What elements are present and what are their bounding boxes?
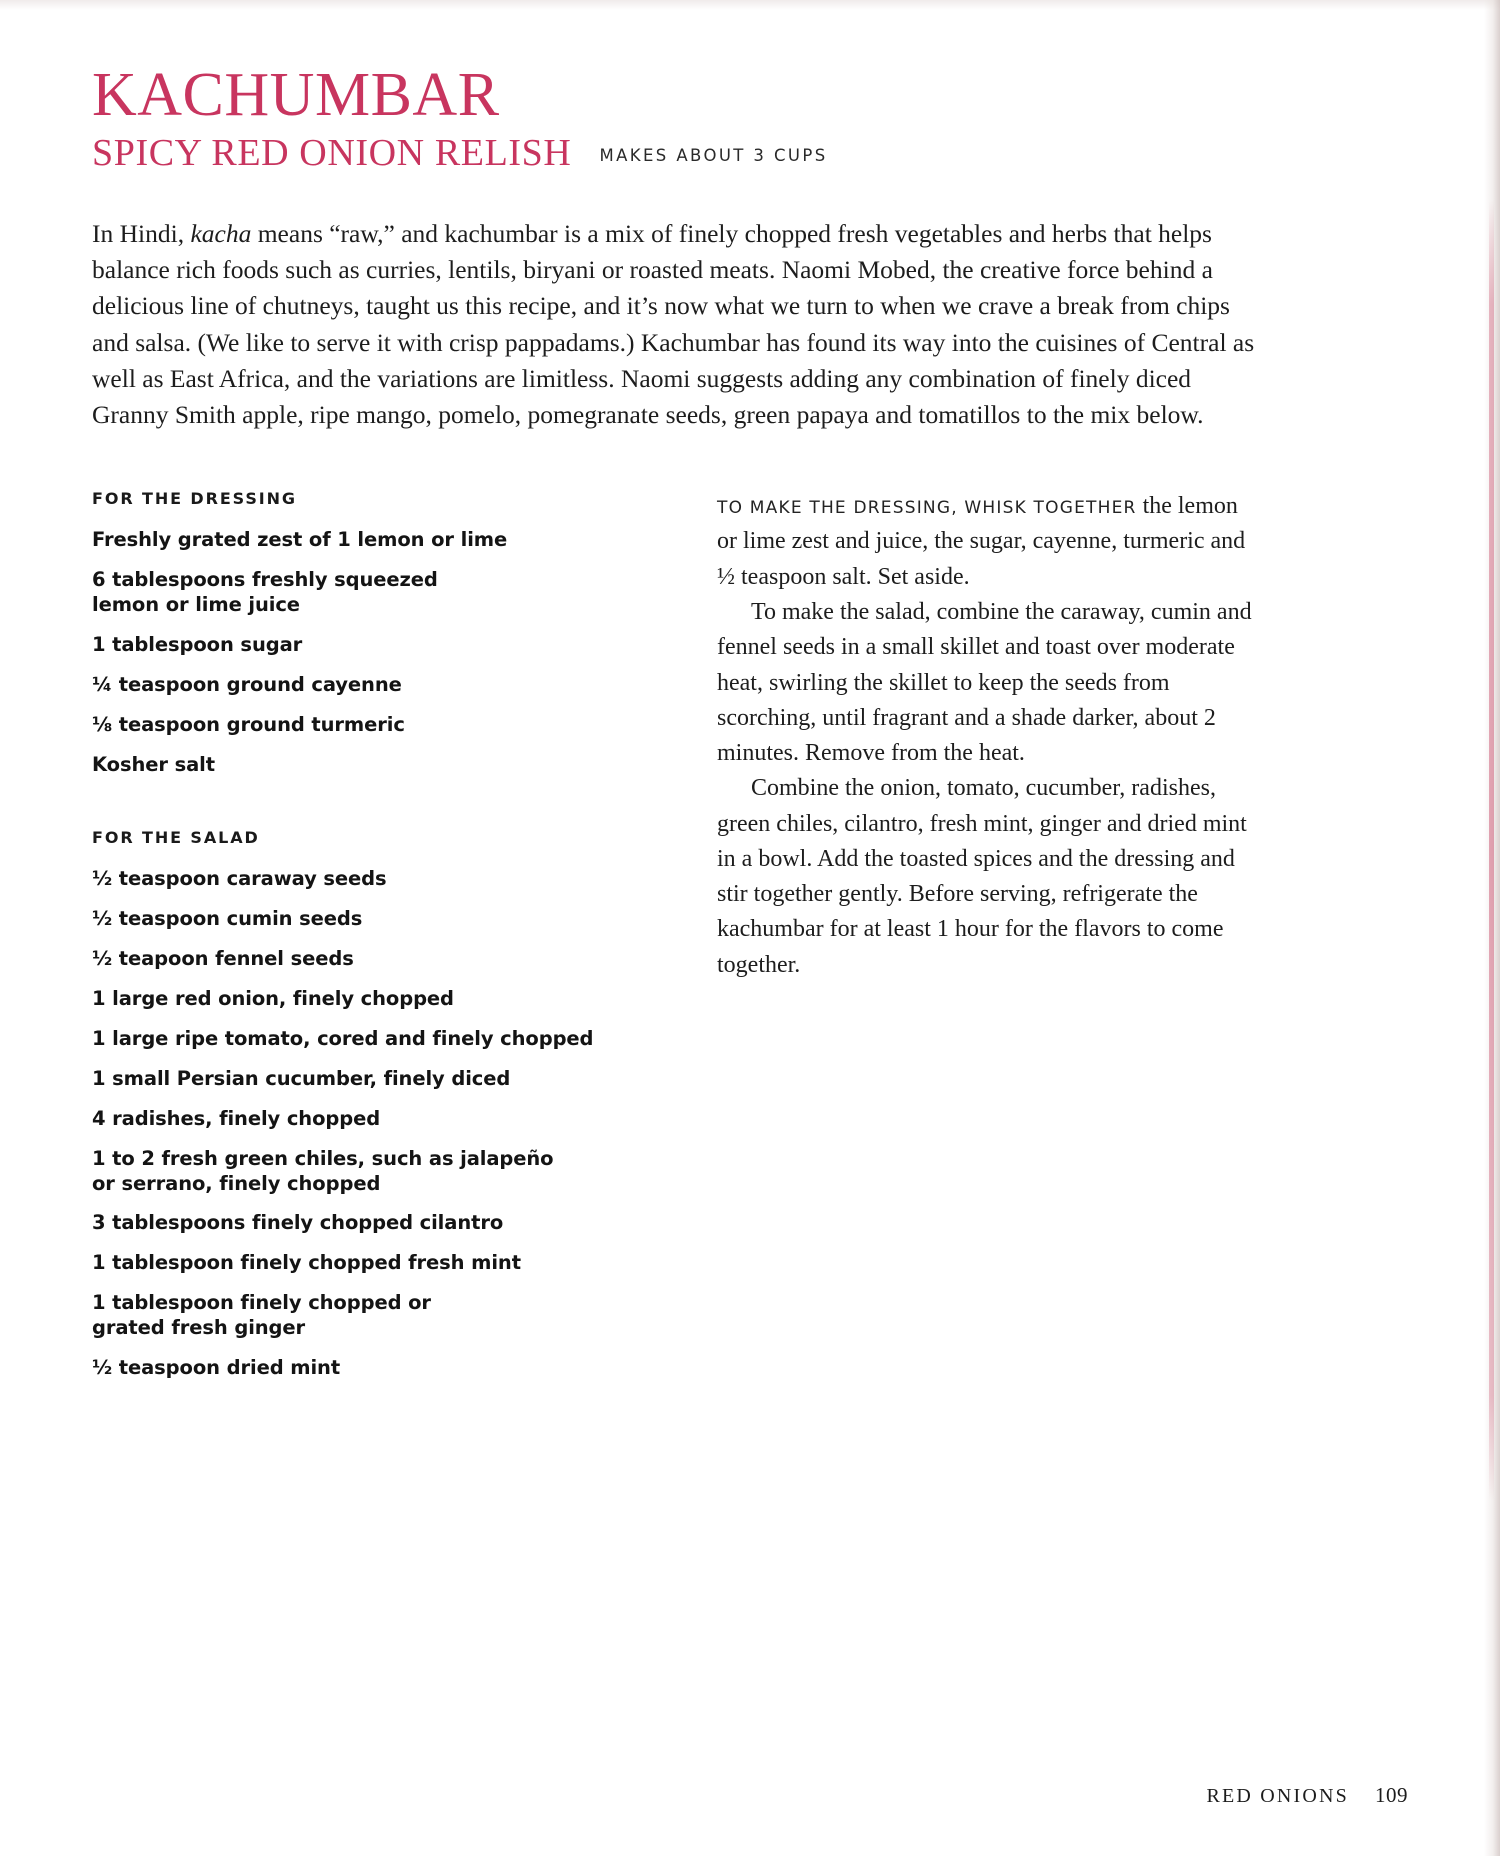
page-right-shadow: [1484, 0, 1500, 1856]
list-item: Kosher salt: [92, 752, 215, 776]
instruction-lead-in: TO MAKE THE DRESSING, WHISK TOGETHER: [717, 498, 1137, 519]
dressing-ingredient-list: [92, 528, 632, 778]
list-item: ½ teaspoon dried mint: [92, 1356, 341, 1380]
list-item: 1 to 2 fresh green chiles, such as jalapeño or serrano, finely chopped: [92, 1146, 554, 1195]
list-item: 1 small Persian cucumber, finely diced: [92, 1066, 511, 1090]
list-item: ¼ teaspoon ground cayenne: [92, 673, 402, 697]
footer-chapter-name: RED ONIONS: [1206, 1785, 1349, 1807]
salad-section-heading: FOR THE SALAD: [92, 827, 260, 847]
intro-text-after: means “raw,” and kachumbar is a mix of finely chopped fresh vegetables and herbs that helps balance rich foods such as curries, lentils, biryani or roasted meats. Naomi Mobed, the creative force behind a delicious line of chutneys, taught us this recipe, and it’s now what we turn to when we crave a break from chips and salsa. (We like to serve it with crisp pappadams.) Kachumbar has found its way into the cuisines of Central as well as East Africa, and the variations are limitless. Naomi suggests adding any combination of finely diced Granny Smith apple, ripe mango, pomelo, pomegranate seeds, green papaya and tomatillos to the mix below.: [92, 219, 1255, 430]
page-content: [92, 61, 1272, 1396]
list-item: Freshly grated zest of 1 lemon or lime: [92, 528, 508, 552]
list-item: 1 tablespoon finely chopped fresh mint: [92, 1251, 521, 1275]
list-item: 1 large ripe tomato, cored and finely chopped: [92, 1026, 594, 1050]
intro-text-before: In Hindi,: [92, 219, 191, 248]
list-item: ½ teapoon fennel seeds: [92, 946, 354, 970]
footer-page-number: 109: [1375, 1783, 1408, 1807]
list-item: ⅛ teaspoon ground turmeric: [92, 712, 405, 736]
list-item: ½ teaspoon caraway seeds: [92, 866, 387, 890]
recipe-introduction: [92, 216, 1257, 433]
list-item: 1 tablespoon sugar: [92, 633, 303, 657]
instructions-column: [717, 489, 1257, 983]
instruction-paragraph-1: [717, 489, 1257, 595]
list-item: 3 tablespoons finely chopped cilantro: [92, 1211, 504, 1235]
instruction-paragraph-1-text: the lemon or lime zest and juice, the sugar, cayenne, turmeric and ½ teaspoon salt. Set aside.: [717, 493, 1246, 590]
subtitle-row: [92, 134, 1272, 172]
list-item: ½ teaspoon cumin seeds: [92, 906, 363, 930]
recipe-body: [92, 489, 1272, 1396]
dressing-section-heading: FOR THE DRESSING: [92, 489, 297, 509]
recipe-subtitle: SPICY RED ONION RELISH: [92, 132, 572, 174]
title-block: [92, 61, 1272, 174]
list-item: 6 tablespoons freshly squeezed lemon or lime juice: [92, 568, 438, 617]
intro-italic-term: kacha: [190, 219, 252, 248]
list-item: 4 radishes, finely chopped: [92, 1106, 381, 1130]
ingredients-column: [92, 489, 632, 1396]
list-item: 1 large red onion, finely chopped: [92, 986, 454, 1010]
recipe-title: KACHUMBAR: [92, 61, 500, 129]
page-footer: [1206, 1783, 1408, 1808]
page-edge-color-stripe: [1489, 200, 1494, 1500]
salad-ingredient-list: [92, 867, 632, 1381]
page-top-shadow: [0, 0, 1500, 10]
recipe-yield: MAKES ABOUT 3 CUPS: [599, 146, 828, 165]
instruction-paragraph-2: To make the salad, combine the caraway, cumin and fennel seeds in a small skillet and toast over moderate heat, swirling the skillet to keep the seeds from scorching, until fragrant and a shade darker, about 2 minutes. Remove from the heat.: [717, 599, 1252, 767]
list-item: 1 tablespoon finely chopped or grated fresh ginger: [92, 1291, 431, 1340]
instruction-paragraph-3: Combine the onion, tomato, cucumber, radishes, green chiles, cilantro, fresh mint, ginger and dried mint in a bowl. Add the toasted spices and the dressing and stir together gently. Before serving, refrigerate the kachumbar for at least 1 hour for the flavors to come together.: [717, 775, 1247, 978]
